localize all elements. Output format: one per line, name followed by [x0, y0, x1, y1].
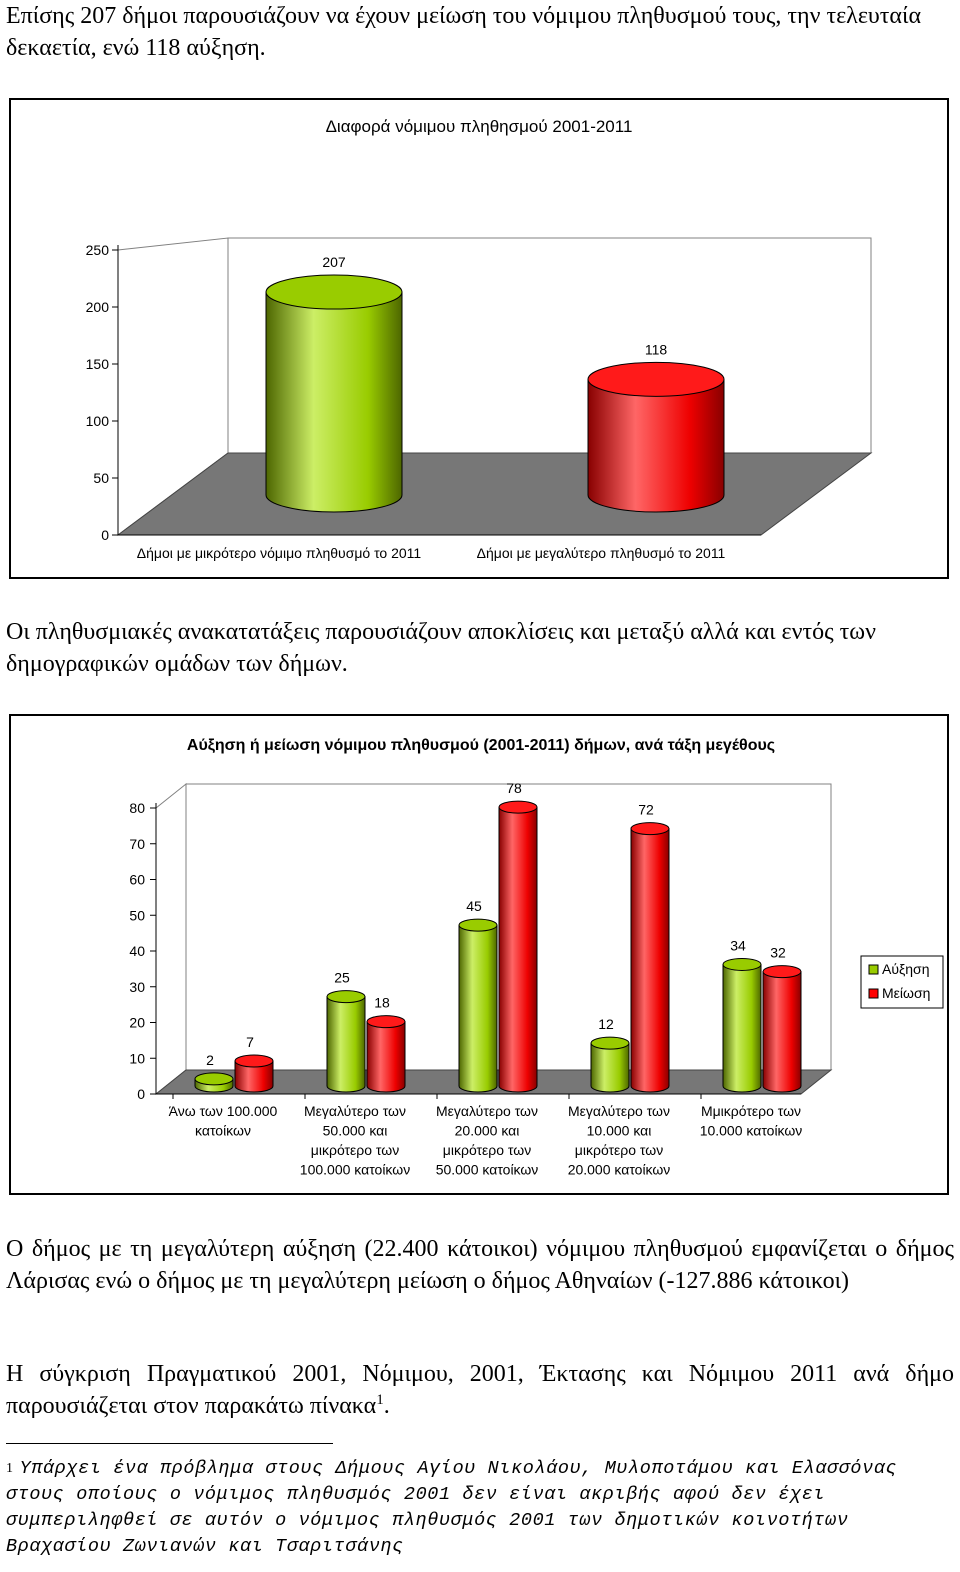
- chart-2-ytick-label: 60: [129, 871, 145, 888]
- paragraph-largest-change: Ο δήμος με τη μεγαλύτερη αύξηση (22.400 κάτοικοι) νόμιμου πληθυσμού εμφανίζεται ο δήμος Λάρισας ενώ ο δήμος με τη μεγαλύτερη μείωση ο δήμος Αθηναίων (-127.886 κάτοικοι): [6, 1236, 954, 1294]
- chart-1-category-label: Δήμοι με μεγαλύτερο πληθυσμό το 2011: [476, 545, 726, 561]
- chart-2-bar-increase: [195, 1073, 233, 1092]
- chart-2-legend-label: Μείωση: [882, 985, 931, 1001]
- chart-2-bar-increase: [723, 958, 761, 1092]
- footnote-separator: [6, 1443, 333, 1444]
- chart-1-floor: [118, 453, 871, 535]
- chart-2-ytick-label: 50: [129, 907, 145, 924]
- chart-2-title: Αύξηση ή μείωση νόμιμου πληθυσμού (2001-2011) δήμων, ανά τάξη μεγέθους: [186, 737, 776, 754]
- chart-population-difference: [11, 100, 947, 577]
- chart-1-category-label: Δήμοι με μικρότερο νόμιμο πληθυσμό το 2011: [136, 545, 422, 561]
- chart-2-frame: [9, 714, 949, 1195]
- chart-1-bar: [266, 275, 402, 512]
- chart-1-ytick-label: 250: [85, 242, 109, 258]
- chart-1-ytick-label: 200: [85, 299, 109, 315]
- chart-1-ytick-label: 150: [85, 356, 109, 372]
- chart-1-data-label: 118: [644, 341, 668, 358]
- chart-2-bar-increase: [591, 1037, 629, 1092]
- chart-2-bar-increase: [327, 991, 365, 1092]
- chart-2-bar-decrease: [631, 823, 669, 1092]
- chart-1-title: Διαφορά νόμιμου πληθησμού 2001-2011: [325, 117, 633, 136]
- chart-2-data-label: 78: [506, 780, 522, 797]
- chart-2-data-label: 2: [206, 1051, 214, 1068]
- chart-2-bar-decrease: [235, 1055, 273, 1092]
- chart-2-data-label: 12: [598, 1016, 614, 1033]
- paragraph-shifts: Οι πληθυσμιακές ανακατατάξεις παρουσιάζουν αποκλίσεις και μεταξύ αλλά και εντός των δημογραφικών ομάδων των δήμων.: [6, 619, 876, 677]
- chart-1-ytick-label: 50: [93, 470, 109, 486]
- chart-2-legend-swatch: [869, 965, 878, 974]
- chart-1-data-label: 207: [322, 254, 346, 271]
- chart-2-ytick-label: 80: [129, 800, 145, 816]
- chart-2-bar-decrease: [763, 966, 801, 1092]
- chart-2-ytick-label: 0: [137, 1086, 145, 1102]
- chart-2-ytick-label: 20: [129, 1014, 145, 1031]
- chart-2-data-label: 72: [638, 801, 654, 818]
- chart-1-frame: [9, 98, 949, 579]
- footnote-reference[interactable]: 1: [376, 1392, 384, 1408]
- comparison-end: .: [383, 1393, 390, 1419]
- chart-1-bar: [588, 362, 724, 512]
- chart-2-data-label: 18: [374, 994, 390, 1011]
- paragraph-intro: Επίσης 207 δήμοι παρουσιάζουν να έχουν μείωση του νόμιμου πληθυσμού τους, την τελευταία δεκαετία, ενώ 118 αύξηση.: [6, 3, 922, 61]
- chart-2-data-label: 7: [246, 1033, 254, 1050]
- chart-2-data-label: 25: [334, 969, 350, 986]
- footnote-text: Υπάρχει ένα πρόβλημα στους Δήμους Αγίου Νικολάου, Μυλοποτάμου και Ελασσόνας στους οποίους ο νόμιμος πληθυσμός 2001 δεν είναι ακριβής αφού δεν έχει συμπεριληφθεί σε αυτόν ο νόμιμος πληθυσμός 2001 των δημοτικών κοινοτήτων Βραχασίου Ζωνιανών και Τσαριτσάνης: [6, 1458, 898, 1557]
- chart-2-ytick-label: 30: [129, 978, 145, 995]
- chart-1-ytick-label: 0: [101, 527, 109, 543]
- chart-2-ytick-label: 40: [129, 943, 145, 959]
- chart-1-ytick-label: 100: [85, 413, 109, 429]
- chart-2-category-label: Μμικρότερο των 10.000 κατοίκων: [699, 1103, 803, 1139]
- chart-2-category-label: Μεγαλύτερο των 10.000 και μικρότερο των 20.000 κατοίκων: [567, 1103, 671, 1178]
- chart-2-ytick-label: 10: [129, 1050, 145, 1067]
- chart-2-legend-swatch: [869, 989, 878, 998]
- footnote: [6, 1456, 954, 1560]
- paragraph-comparison: [6, 1358, 954, 1422]
- chart-2-category-label: Μεγαλύτερο των 50.000 και μικρότερο των 100.000 κατοίκων: [299, 1103, 411, 1178]
- chart-2-category-label: Άνω των 100.000 κατοίκων: [168, 1103, 278, 1139]
- chart-2-ytick-label: 70: [129, 835, 145, 852]
- chart-2-category-label: Μεγαλύτερο των 20.000 και μικρότερο των 50.000 κατοίκων: [435, 1103, 539, 1178]
- chart-2-data-label: 34: [730, 937, 746, 954]
- chart-2-legend-label: Αύξηση: [882, 961, 930, 977]
- chart-2-bar-decrease: [499, 801, 537, 1092]
- chart-2-side-wall: [156, 784, 186, 1094]
- chart-2-bar-decrease: [367, 1016, 405, 1092]
- chart-2-data-label: 32: [770, 944, 786, 961]
- comparison-text: Η σύγκριση Πραγματικού 2001, Νόμιμου, 2001, Έκτασης και Νόμιμου 2011 ανά δήμο παρουσιάζεται στον παρακάτω πίνακα: [6, 1361, 954, 1419]
- footnote-marker: 1: [6, 1461, 14, 1476]
- chart-2-bar-increase: [459, 919, 497, 1092]
- chart-increase-decrease-by-size: [11, 716, 947, 1193]
- chart-2-data-label: 45: [466, 898, 482, 915]
